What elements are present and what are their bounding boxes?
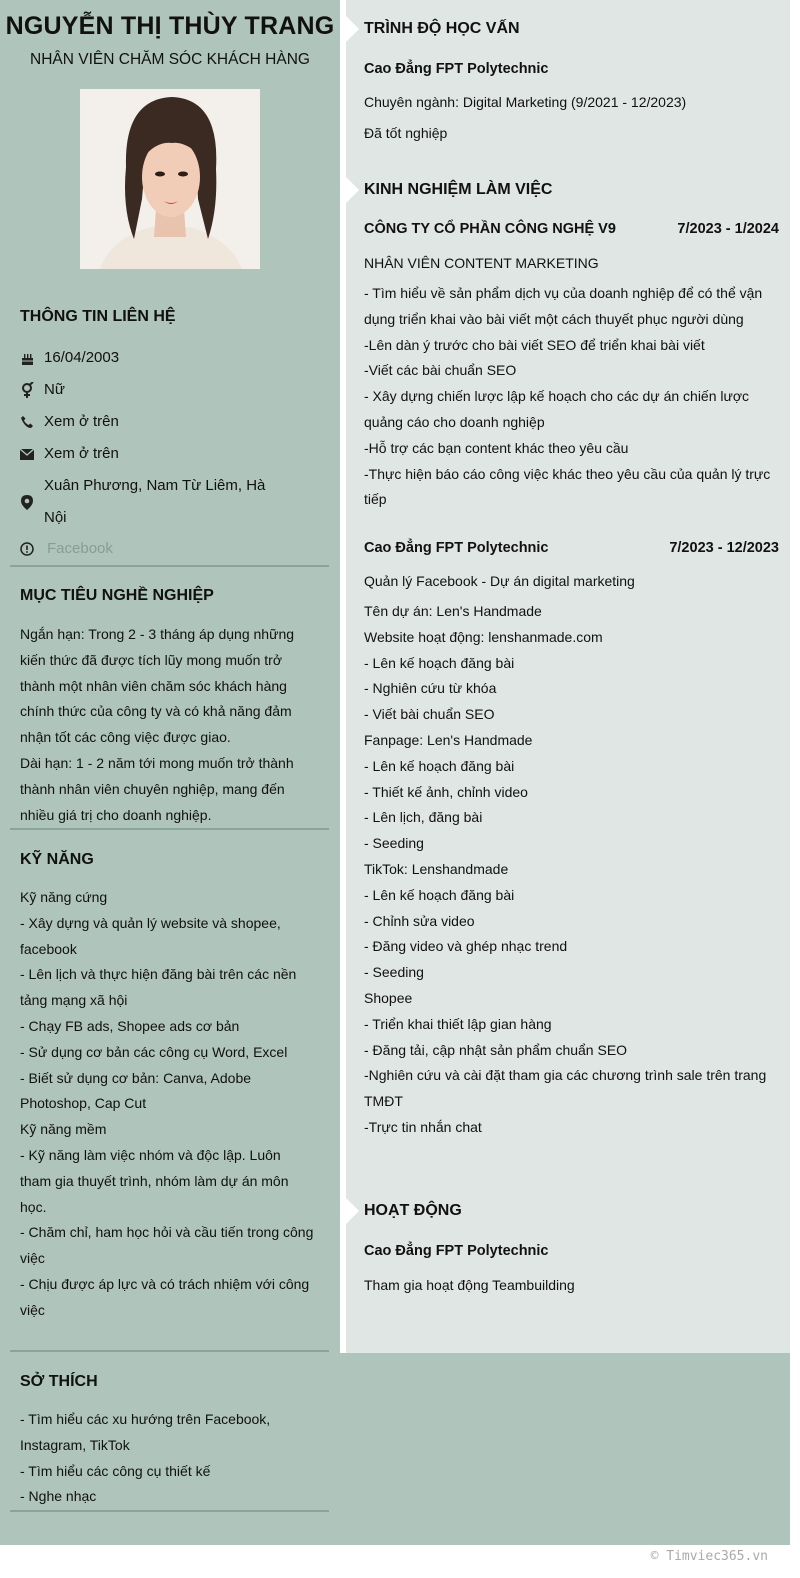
map-pin-icon [20,470,34,534]
phone-value: Xem ở trên [44,413,119,430]
hobbies-section-title: SỞ THÍCH [20,1373,98,1390]
job-details: - Tìm hiểu về sản phẩm dịch vụ của doanh nghiệp để có thể vận dụng triển khai vào bài viết một cách thuyết phục người dùng -Lên dàn ý trước cho bài viết SEO để triển khai bài viết -Viết các bài chuẩn SEO - Xây dựng chiến lược lập kế hoạch cho các dự án chiến lược quảng cáo cho doanh nghiệp -Hỗ trợ các bạn content khác theo yêu cầu -Thực hiện báo cáo công việc khác theo yêu cầu của quản lý trực tiếp [364,285,771,508]
section-divider [10,565,329,567]
profile-photo [80,89,260,269]
job-period: 7/2023 - 1/2024 [677,221,779,237]
facebook-link[interactable]: Facebook [47,540,113,557]
job-role: Quản lý Facebook - Dự án digital marketing [364,573,635,589]
activities-section-title: HOẠT ĐỘNG [364,1202,462,1219]
activity-org: Cao Đẳng FPT Polytechnic [364,1243,549,1259]
education-section-title: TRÌNH ĐỘ HỌC VẤN [364,20,520,37]
envelope-icon [20,438,34,470]
skills-text: Kỹ năng cứng - Xây dựng và quản lý website và shopee, facebook - Lên lịch và thực hiện đăng bài trên các nền tảng mạng xã hội - Chạy FB ads, Shopee ads cơ bản - Sử dụng cơ bản các công cụ Word, Excel - Biết sử dụng cơ bản: Canva, Adobe Photoshop, Cap Cut Kỹ năng mềm - Kỹ năng làm việc nhóm và độc lập. Luôn tham gia thuyết trình, nhóm làm dự án môn học. - Chăm chỉ, ham học hỏi và cầu tiến trong công việc - Chịu được áp lực và có trách nhiệm với công việc [20,889,314,1318]
contact-address [20,470,320,534]
contact-gender [20,374,320,406]
address-value: Xuân Phương, Nam Từ Liêm, Hà Nội [44,477,266,526]
birthday-value: 16/04/2003 [44,349,120,366]
job-details: Tên dự án: Len's Handmade Website hoạt động: lenshanmade.com - Lên kế hoạch đăng bài - Nghiên cứu từ khóa - Viết bài chuẩn SEO Fanpage: Len's Handmade - Lên kế hoạch đăng bài - Thiết kế ảnh, chỉnh video - Lên lịch, đăng bài - Seeding TikTok: Lenshandmade - Lên kế hoạch đăng bài - Chỉnh sửa video - Đăng video và ghép nhạc trend - Seeding Shopee - Triển khai thiết lập gian hàng - Đăng tải, cập nhật sản phẩm chuẩn SEO -Nghiên cứu và cài đặt tham gia các chương trình sale trên trang TMĐT -Trực tin nhắn chat [364,603,767,1135]
job-company: Cao Đẳng FPT Polytechnic [364,540,549,556]
section-arrow [346,16,359,42]
section-arrow [346,177,359,203]
activity-text: Tham gia hoạt động Teambuilding [364,1277,575,1293]
objective-text: Ngắn hạn: Trong 2 - 3 tháng áp dụng những kiến thức đã được tích lũy mong muốn trở thành một nhân viên chăm sóc khách hàng chính thức của công ty và có khả năng đảm nhận tốt các công việc được giao. Dài hạn: 1 - 2 năm tới mong muốn trở thành thành nhân viên chuyên nghiệp, mang đến nhiều giá trị cho doanh nghiệp. [20,626,295,823]
contact-email [20,438,320,470]
info-circle-icon [20,533,34,565]
gender-value: Nữ [44,381,65,398]
phone-icon [20,406,34,438]
section-divider [10,1510,329,1512]
email-value: Xem ở trên [44,445,119,462]
experience-section-title: KINH NGHIỆM LÀM VIỆC [364,181,553,198]
contact-facebook[interactable] [20,533,320,565]
education-school: Cao Đẳng FPT Polytechnic [364,61,549,77]
birthday-cake-icon [20,342,34,374]
objective-section-title: MỤC TIÊU NGHỀ NGHIỆP [20,587,214,604]
section-arrow [346,1198,359,1224]
gender-icon [20,374,34,406]
candidate-position: NHÂN VIÊN CHĂM SÓC KHÁCH HÀNG [30,51,310,68]
candidate-name: NGUYỄN THỊ THÙY TRANG [5,12,335,40]
section-divider [10,1350,329,1352]
contact-phone [20,406,320,438]
contact-section-title: THÔNG TIN LIÊN HỆ [20,308,176,325]
job-company: CÔNG TY CỔ PHẦN CÔNG NGHỆ V9 [364,221,616,237]
education-major: Chuyên ngành: Digital Marketing (9/2021 - 12/2023) [364,94,687,110]
contact-birthday [20,342,320,374]
hobbies-text: - Tìm hiểu các xu hướng trên Facebook, Instagram, TikTok - Tìm hiểu các công cụ thiết kế - Nghe nhạc [20,1411,271,1505]
education-status: Đã tốt nghiệp [364,125,448,141]
section-divider [10,828,329,830]
job-role: NHÂN VIÊN CONTENT MARKETING [364,255,599,271]
skills-section-title: KỸ NĂNG [20,851,94,868]
bottom-fill [340,1353,790,1545]
job-period: 7/2023 - 12/2023 [669,540,779,556]
watermark: © Timviec365.vn [650,1549,768,1564]
